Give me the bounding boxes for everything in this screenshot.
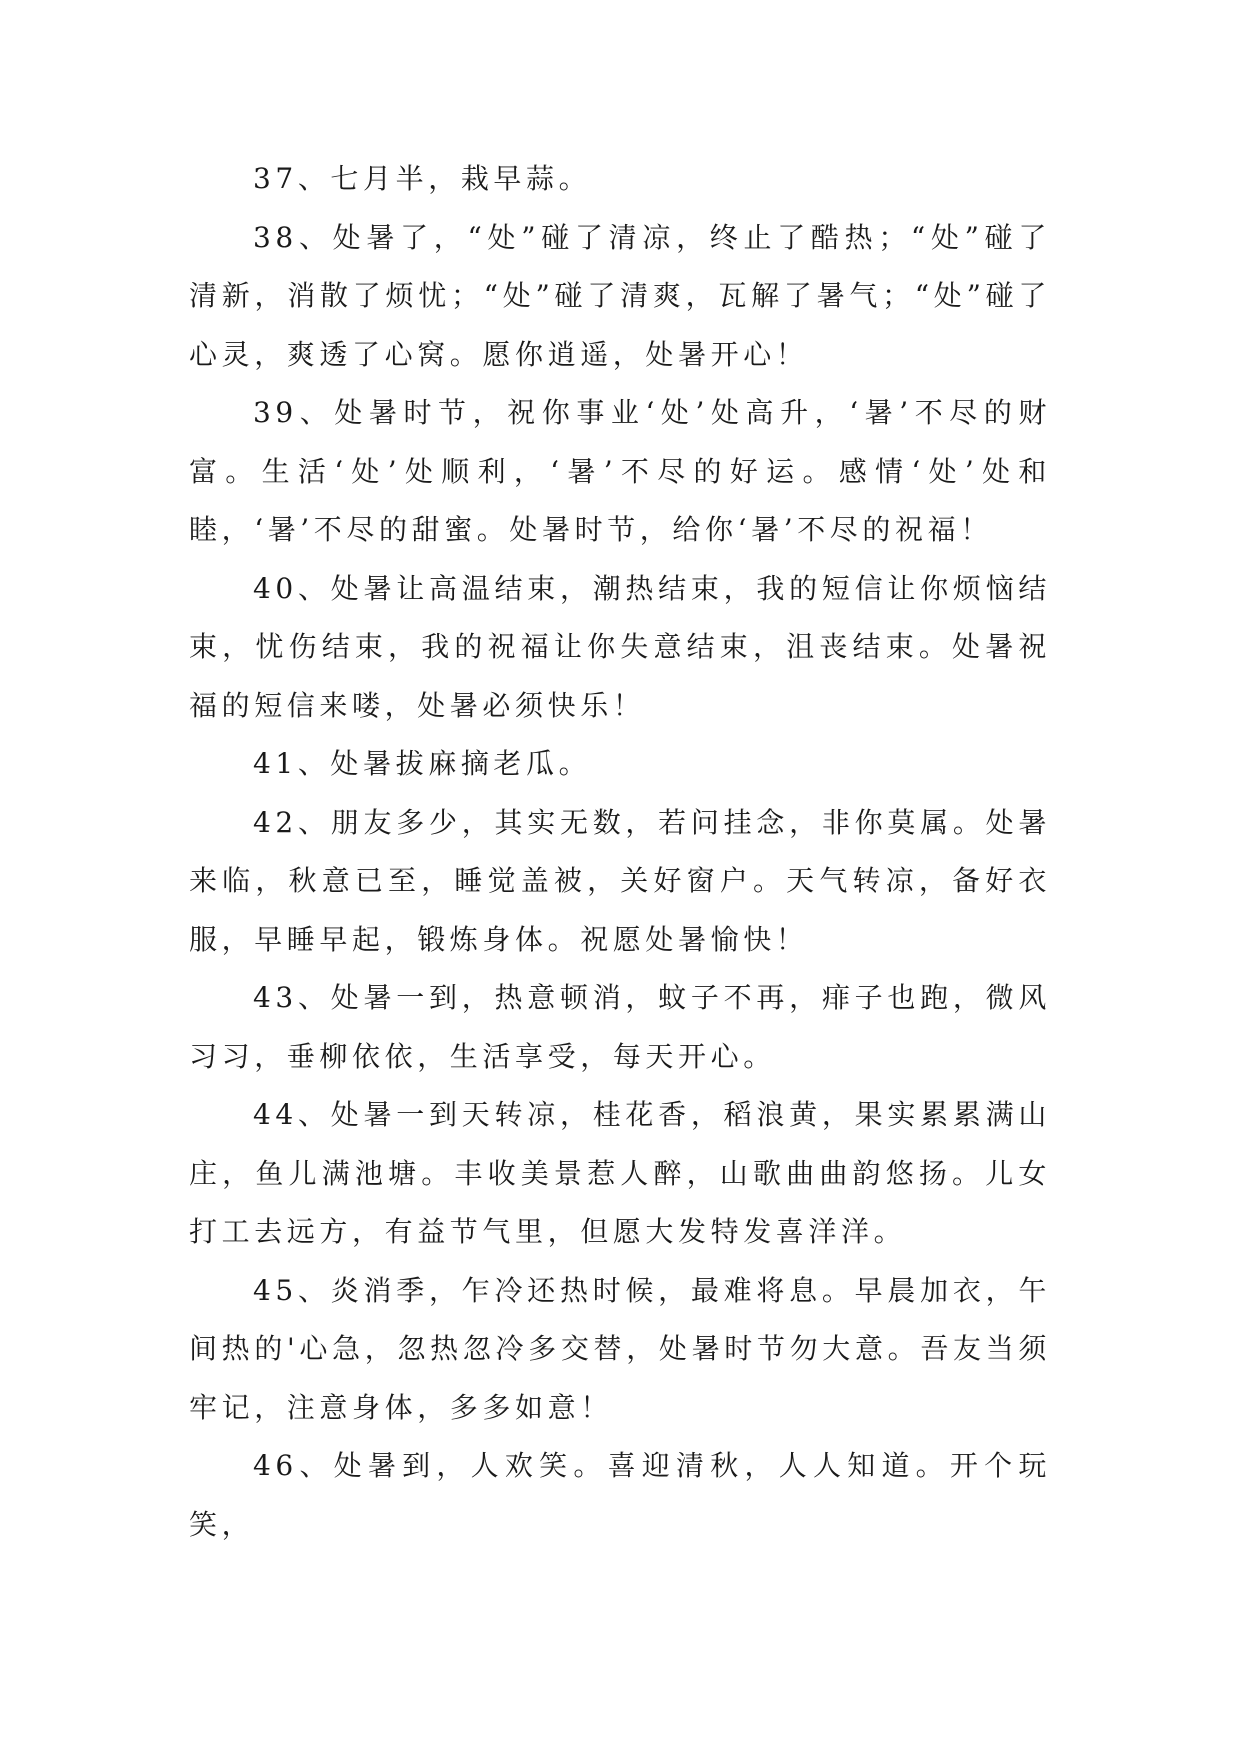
paragraph-39: 39、处暑时节，祝你事业‘处’处高升，‘暑’不尽的财富。生活‘处’处顺利，‘暑’不尽的好运。感情‘处’处和睦，‘暑’不尽的甜蜜。处暑时节，给你‘暑’不尽的祝福！ bbox=[189, 396, 1051, 546]
paragraph-43: 43、处暑一到，热意顿消，蚊子不再，痱子也跑，微风习习，垂柳依依，生活享受，每天开心。 bbox=[189, 981, 1051, 1073]
paragraph-46: 46、处暑到，人欢笑。喜迎清秋，人人知道。开个玩笑， bbox=[189, 1449, 1051, 1541]
paragraph-38: 38、处暑了，“处”碰了清凉，终止了酷热；“处”碰了清新，消散了烦忧；“处”碰了清爽，瓦解了暑气；“处”碰了心灵，爽透了心窝。愿你逍遥，处暑开心！ bbox=[189, 220, 1051, 371]
paragraph-37: 37、七月半，栽早蒜。 bbox=[253, 162, 592, 195]
paragraph-40: 40、处暑让高温结束，潮热结束，我的短信让你烦恼结束，忧伤结束，我的祝福让你失意结束，沮丧结束。处暑祝福的短信来喽，处暑必须快乐！ bbox=[189, 571, 1051, 722]
paragraph-45: 45、炎消季，乍冷还热时候，最难将息。早晨加衣，午间热的'心急，忽热忽冷多交替，处暑时节勿大意。吾友当须牢记，注意身体，多多如意！ bbox=[189, 1273, 1051, 1424]
paragraph-41: 41、处暑拔麻摘老瓜。 bbox=[253, 747, 592, 780]
document-body bbox=[189, 150, 1051, 1554]
paragraph-44: 44、处暑一到天转凉，桂花香，稻浪黄，果实累累满山庄，鱼儿满池塘。丰收美景惹人醉，山歌曲曲韵悠扬。儿女打工去远方，有益节气里，但愿大发特发喜洋洋。 bbox=[189, 1098, 1051, 1248]
paragraph-42: 42、朋友多少，其实无数，若问挂念，非你莫属。处暑来临，秋意已至，睡觉盖被，关好窗户。天气转凉，备好衣服，早睡早起，锻炼身体。祝愿处暑愉快！ bbox=[189, 805, 1051, 956]
